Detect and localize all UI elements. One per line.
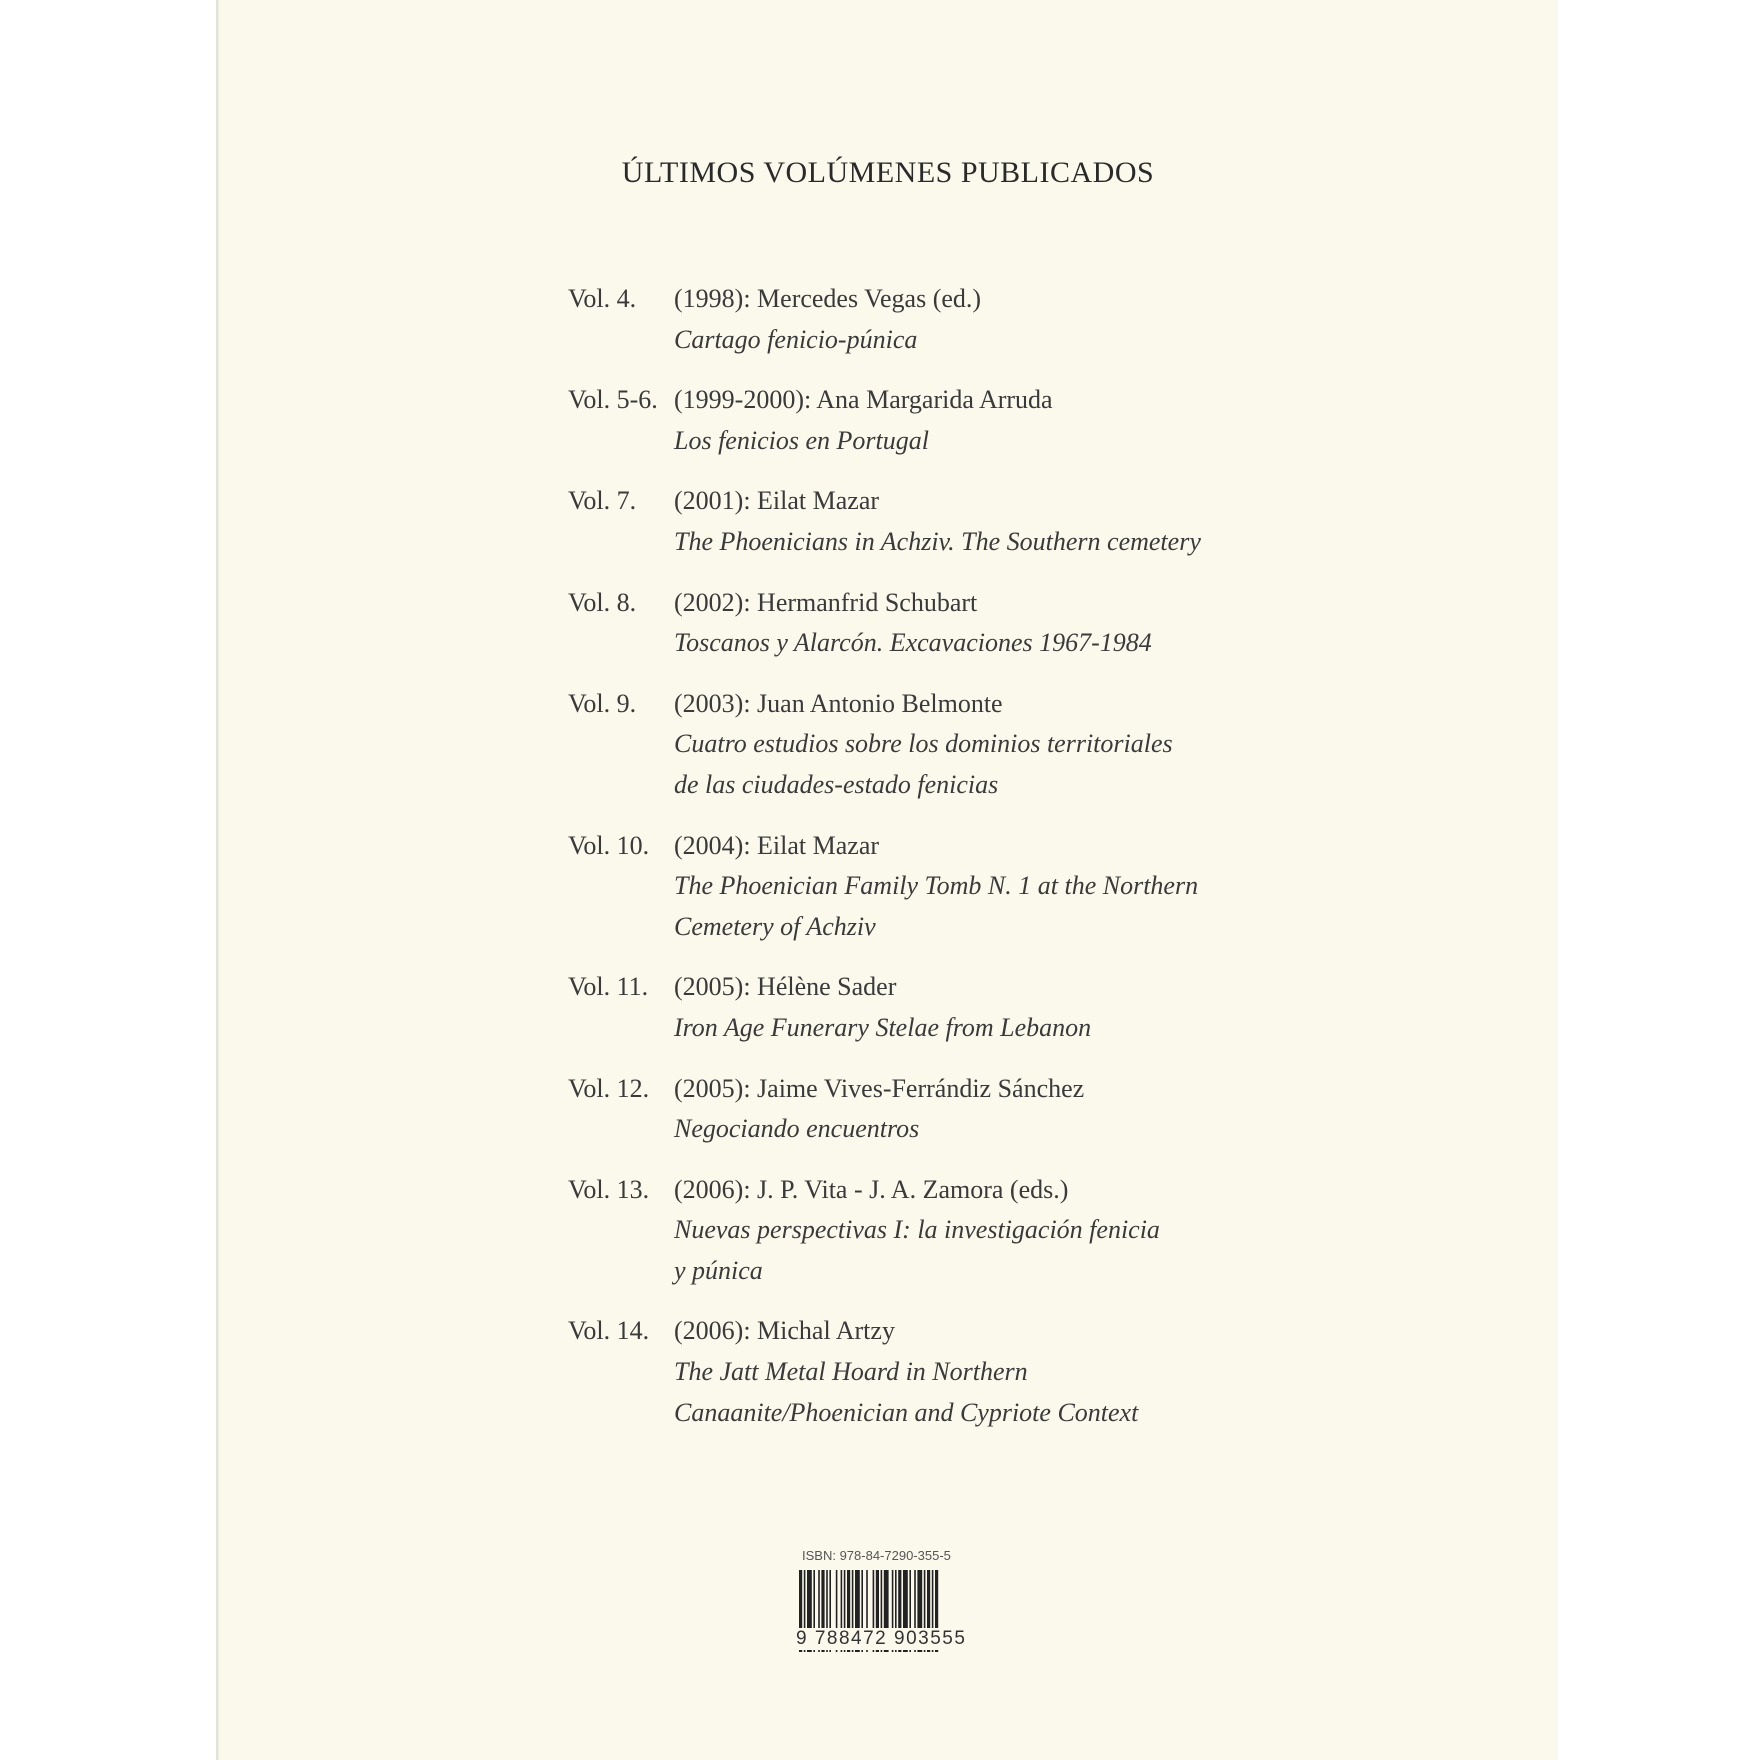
volume-details [674, 380, 1468, 461]
volume-year-author: (1998): Mercedes Vegas (ed.) [674, 284, 982, 313]
volume-entry [568, 967, 1468, 1048]
volume-year-author: (2003): Juan Antonio Belmonte [674, 688, 1003, 718]
volume-entry [568, 380, 1468, 461]
isbn-label: ISBN: 978-84-7290-355-5 [802, 1548, 951, 1563]
volume-title-line: Canaanite/Phoenician and Cypriote Context [674, 1397, 1139, 1427]
volume-title-line: Negociando encuentros [674, 1114, 920, 1144]
volume-details [674, 967, 1468, 1048]
volume-list [568, 279, 1468, 1453]
volume-year-author: (2006): J. P. Vita - J. A. Zamora (eds.) [674, 1174, 1069, 1204]
volume-title-line: y púnica [674, 1255, 763, 1285]
volume-entry [568, 684, 1468, 806]
volume-title-line: Cuatro estudios sobre los dominios territoriales [674, 729, 1173, 759]
volume-title-line: Toscanos y Alarcón. Excavaciones 1967-1984 [674, 628, 1152, 658]
page-title: ÚLTIMOS VOLÚMENES PUBLICADOS [621, 156, 1155, 189]
volume-details [674, 481, 1468, 562]
volume-number: Vol. 5-6. [568, 385, 658, 415]
volume-year-author: (2004): Eilat Mazar [674, 830, 880, 860]
volume-details [674, 1069, 1468, 1150]
volume-details [674, 684, 1468, 806]
volume-number: Vol. 11. [568, 972, 649, 1002]
volume-title-line: The Phoenicians in Achziv. The Southern cemetery [674, 526, 1201, 556]
volume-entry [568, 1170, 1468, 1292]
volume-number: Vol. 10. [568, 830, 650, 860]
barcode-digits: 9 788472 903555 [796, 1628, 967, 1649]
volume-entry [568, 481, 1468, 562]
volume-title-line: Iron Age Funerary Stelae from Lebanon [674, 1012, 1092, 1042]
volume-details [674, 1170, 1468, 1292]
volume-title-line: Cemetery of Achziv [674, 911, 876, 941]
volume-year-author: (2002): Hermanfrid Schubart [674, 587, 978, 617]
volume-number: Vol. 9. [568, 688, 637, 718]
volume-title-line: Los fenicios en Portugal [674, 425, 929, 455]
volume-entry [568, 1069, 1468, 1150]
volume-title-line: Nuevas perspectivas I: la investigación fenicia [674, 1215, 1160, 1245]
volume-number: Vol. 4. [568, 284, 637, 313]
volume-number: Vol. 12. [568, 1073, 650, 1103]
volume-title-line: The Jatt Metal Hoard in Northern [674, 1357, 1028, 1387]
volume-year-author: (2005): Hélène Sader [674, 972, 897, 1002]
volume-entry [568, 279, 1468, 360]
volume-title-line: de las ciudades-estado fenicias [674, 769, 999, 799]
volume-details [674, 279, 1468, 360]
volume-details [674, 826, 1468, 948]
volume-year-author: (2006): Michal Artzy [674, 1316, 895, 1346]
volume-entry [568, 1311, 1468, 1433]
volume-number: Vol. 8. [568, 587, 637, 617]
volume-title-line: Cartago fenicio-púnica [674, 324, 918, 354]
volume-details [674, 583, 1468, 664]
volume-title-line: The Phoenician Family Tomb N. 1 at the Northern [674, 871, 1199, 901]
volume-entry [568, 583, 1468, 664]
volume-number: Vol. 13. [568, 1174, 650, 1204]
volume-details [674, 1311, 1468, 1433]
volume-number: Vol. 7. [568, 486, 637, 516]
volume-year-author: (2001): Eilat Mazar [674, 486, 880, 516]
book-back-cover [216, 0, 1558, 1760]
volume-year-author: (1999-2000): Ana Margarida Arruda [674, 385, 1053, 415]
volume-year-author: (2005): Jaime Vives-Ferrándiz Sánchez [674, 1073, 1085, 1103]
volume-number: Vol. 14. [568, 1316, 650, 1346]
volume-entry [568, 826, 1468, 948]
